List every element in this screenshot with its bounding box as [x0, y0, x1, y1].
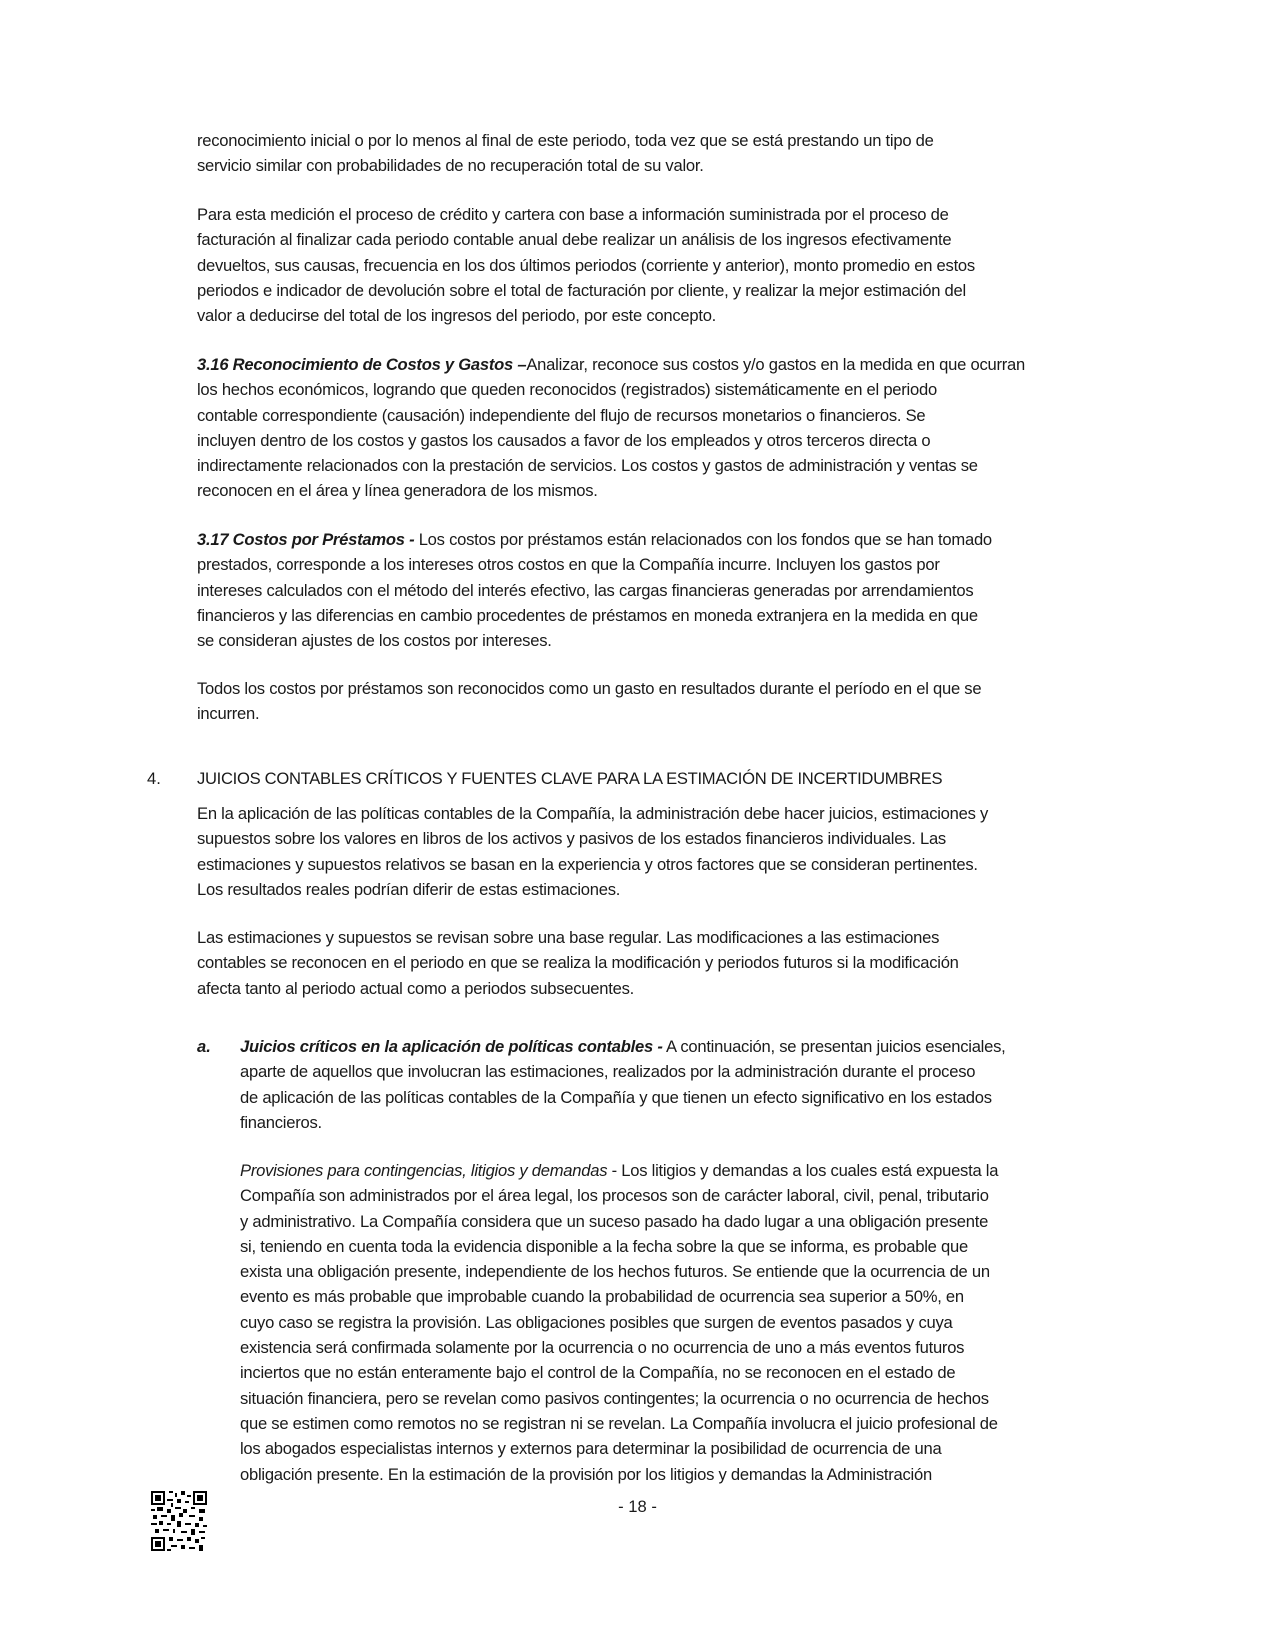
paragraph-juicios-intro — [197, 801, 1137, 902]
text-line: los hechos económicos, logrando que queden reconocidos (registrados) sistemáticamente en el periodo — [197, 380, 937, 400]
text-line: exista una obligación presente, independiente de los hechos futuros. Se entiende que la ocurrencia de un — [240, 1262, 990, 1282]
text-line: y administrativo. La Compañía considera que un suceso pasado ha dado lugar a una obligación presente — [240, 1211, 989, 1231]
text-line: supuestos sobre los valores en libros de los activos y pasivos de los estados financieros individuales. Las — [197, 829, 946, 849]
text-line: afecta tanto al periodo actual como a periodos subsecuentes. — [197, 978, 635, 998]
text-line: obligación presente. En la estimación de la provisión por los litigios y demandas la Administración — [240, 1464, 932, 1484]
item-a-heading: Juicios críticos en la aplicación de políticas contables - — [240, 1037, 663, 1056]
paragraph-revision-estimaciones — [197, 925, 1137, 1001]
section-heading-3-16: 3.16 Reconocimiento de Costos y Gastos – — [197, 355, 527, 374]
text-line: cuyo caso se registra la provisión. Las obligaciones posibles que surgen de eventos pasados y cuya — [240, 1312, 953, 1332]
text-line: Para esta medición el proceso de crédito y cartera con base a información suministrada por el proceso de — [197, 205, 949, 224]
text-line: contables se reconocen en el periodo en que se realiza la modificación y periodos futuros si la modificación — [197, 953, 959, 973]
text-line: Las estimaciones y supuestos se revisan sobre una base regular. Las modificaciones a las estimaciones — [197, 928, 940, 947]
text-line: aparte de aquellos que involucran las estimaciones, realizados por la administración durante el proceso — [240, 1062, 976, 1082]
text-line: existencia será confirmada solamente por la ocurrencia o no ocurrencia de uno a más eventos futuros — [240, 1338, 965, 1358]
text-line: evento es más probable que improbable cuando la probabilidad de ocurrencia sea superior a 50%, en — [240, 1287, 964, 1307]
text-line: valor a deducirse del total de los ingresos del periodo, por este concepto. — [197, 306, 717, 326]
text-line: devueltos, sus causas, frecuencia en los dos últimos periodos (corriente y anterior), monto promedio en estos — [197, 255, 975, 275]
text-line: prestados, corresponde a los intereses otros costos en que la Compañía incurre. Incluyen los gastos por — [197, 555, 940, 575]
section-4-number: 4. — [147, 769, 161, 788]
text-run: Los costos por préstamos están relacionados con los fondos que se han tomado — [414, 530, 992, 549]
paragraph-medicion — [197, 202, 1137, 328]
text-line: inciertos que no están enteramente bajo el control de la Compañía, no se reconocen en el estado de — [240, 1363, 956, 1383]
text-line: periodos e indicador de devolución sobre el total de facturación por cliente, y realizar la mejor estimación del — [197, 280, 966, 300]
list-item-juicios-criticos — [240, 1034, 1140, 1135]
text-line: se consideran ajustes de los costos por intereses. — [197, 631, 552, 651]
text-line: de aplicación de las políticas contables de la Compañía y que tienen un efecto significativo en los estados — [240, 1087, 992, 1107]
text-line — [240, 1158, 1140, 1183]
paragraph-costos-prestamos-resultados — [197, 676, 1137, 727]
text-line: facturación al finalizar cada periodo contable anual debe realizar un análisis de los ingresos efectivamente — [197, 230, 952, 250]
text-line — [197, 527, 1137, 552]
section-3-17-costos-prestamos — [197, 527, 1137, 653]
text-line: servicio similar con probabilidades de no recuperación total de su valor. — [197, 156, 704, 176]
text-line — [240, 1034, 1140, 1059]
text-line: que se estimen como remotos no se registran ni se revelan. La Compañía involucra el juicio profesional de — [240, 1413, 998, 1433]
text-line: reconocimiento inicial o por lo menos al final de este periodo, toda vez que se está prestando un tipo de — [197, 131, 934, 150]
section-3-16-costos-gastos — [197, 352, 1137, 504]
section-heading-3-17: 3.17 Costos por Préstamos - — [197, 530, 415, 549]
text-line — [197, 352, 1137, 377]
text-line: incluyen dentro de los costos y gastos los causados a favor de los empleados y otros terceros directa o — [197, 430, 931, 450]
text-run: Analizar, reconoce sus costos y/o gastos en la medida en que ocurran — [526, 355, 1025, 374]
text-line: estimaciones y supuestos relativos se basan en la experiencia y otros factores que se consideran pertinentes. — [197, 854, 978, 874]
text-line: intereses calculados con el método del interés efectivo, las cargas financieras generadas por arrendamientos — [197, 580, 974, 600]
text-line: incurren. — [197, 704, 260, 724]
text-line: contable correspondiente (causación) independiente del flujo de recursos monetarios o financieros. Se — [197, 405, 926, 425]
provisiones-heading: Provisiones para contingencias, litigios y demandas — [240, 1161, 608, 1180]
list-item-letter-a: a. — [197, 1037, 211, 1056]
page-number: - 18 - — [618, 1497, 657, 1516]
paragraph-provisiones-contingencias — [240, 1158, 1140, 1487]
section-4-title: JUICIOS CONTABLES CRÍTICOS Y FUENTES CLAVE PARA LA ESTIMACIÓN DE INCERTIDUMBRES — [197, 769, 943, 788]
text-line: los abogados especialistas internos y externos para determinar la posibilidad de ocurrencia de una — [240, 1439, 942, 1459]
text-line: reconocen en el área y línea generadora de los mismos. — [197, 481, 598, 501]
paragraph-reconocimiento-inicial — [197, 128, 1137, 179]
text-run: A continuación, se presentan juicios esenciales, — [662, 1037, 1006, 1056]
text-line: financieros. — [240, 1112, 322, 1132]
text-line: situación financiera, pero se revelan como pasivos contingentes; la ocurrencia o no ocurrencia de hechos — [240, 1388, 989, 1408]
text-line: Los resultados reales podrían diferir de estas estimaciones. — [197, 879, 621, 899]
text-line: si, teniendo en cuenta toda la evidencia disponible a la fecha sobre la que se informa, es probable que — [240, 1236, 968, 1256]
text-line: indirectamente relacionados con la prestación de servicios. Los costos y gastos de administración y ventas se — [197, 456, 978, 476]
text-line: Compañía son administrados por el área legal, los procesos son de carácter laboral, civil, penal, tributario — [240, 1186, 989, 1206]
text-line: financieros y las diferencias en cambio procedentes de préstamos en moneda extranjera en la medida en que — [197, 605, 978, 625]
text-line: Todos los costos por préstamos son reconocidos como un gasto en resultados durante el período en el que se — [197, 679, 982, 698]
text-run: - Los litigios y demandas a los cuales está expuesta la — [607, 1161, 999, 1180]
text-line: En la aplicación de las políticas contables de la Compañía, la administración debe hacer juicios, estimaciones y — [197, 804, 989, 823]
